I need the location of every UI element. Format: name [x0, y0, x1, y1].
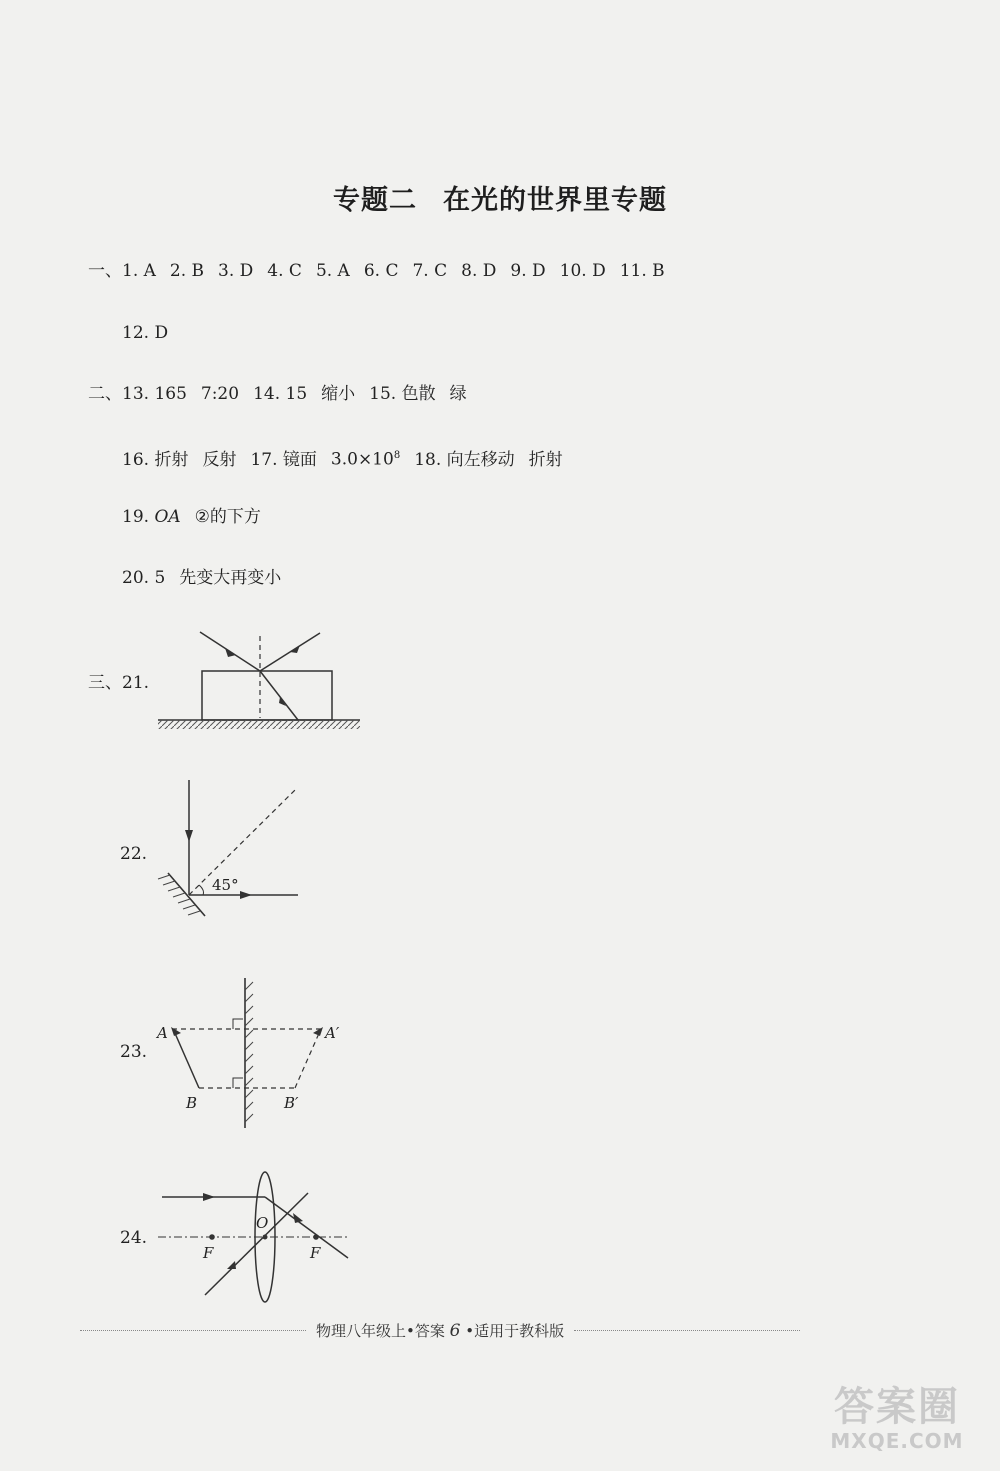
glass-block	[202, 671, 332, 720]
answer-item: 13. 165	[122, 384, 187, 404]
right-angle-mark	[233, 1019, 243, 1029]
answer-item: 15. 色散	[369, 384, 436, 404]
footer-right: •适用于教科版	[465, 1322, 565, 1340]
answer-item: 18. 向左移动	[414, 449, 515, 470]
watermark-top: 答案圈	[834, 1384, 960, 1430]
q23-label	[120, 1041, 147, 1063]
dashed-line	[189, 790, 295, 895]
answer-number: 19.	[122, 507, 150, 527]
answer-item: 5. A	[315, 261, 350, 281]
section1-label: 一、	[88, 261, 122, 281]
q21-diagram	[150, 625, 370, 740]
footer-left: 物理八年级上	[315, 1322, 406, 1340]
page-footer	[80, 1320, 800, 1341]
refracted-ray	[265, 1197, 348, 1258]
q23-diagram	[150, 970, 360, 1135]
section2-line3	[122, 506, 261, 528]
q21-label	[88, 672, 149, 694]
image-ab	[295, 1031, 320, 1088]
label-a: A	[157, 1024, 168, 1042]
answer-item: 11. B	[619, 261, 665, 281]
section3-label: 三、	[88, 673, 122, 693]
answer-item: 8. D	[461, 261, 497, 281]
section1-line2	[122, 322, 182, 344]
refracted-ray	[260, 671, 298, 720]
answer-item: OA	[154, 507, 181, 527]
answer-item: 7. C	[412, 261, 448, 281]
answer-item: 9. D	[510, 261, 546, 281]
question-number: 23.	[120, 1042, 148, 1062]
answer-item: 4. C	[267, 261, 302, 281]
footer-answer: 答案	[414, 1322, 445, 1340]
answer-item: 6. C	[363, 261, 399, 281]
answer-item: 绿	[449, 384, 467, 404]
question-number: 21.	[122, 673, 150, 693]
title-part2: 在光的世界里专题	[443, 185, 667, 216]
section1-line1	[88, 260, 679, 282]
answer-item: 16. 折射	[122, 449, 189, 470]
label-f-right: F	[310, 1244, 321, 1262]
answer-item: ②的下方	[194, 507, 261, 527]
footer-dots	[574, 1330, 800, 1331]
label-b-prime: B′	[284, 1094, 299, 1112]
footer-text	[306, 1320, 574, 1341]
answer-item: 先变大再变小	[179, 568, 282, 588]
angle-label: 45°	[212, 876, 239, 894]
focus-left	[209, 1234, 215, 1240]
q24-label	[120, 1227, 147, 1249]
answer-item: 1. A	[122, 261, 156, 281]
answer-item: 3. D	[218, 261, 254, 281]
label-f-left: F	[203, 1244, 214, 1262]
answer-item: 20. 5	[122, 568, 166, 588]
section2-line2	[122, 445, 577, 471]
watermark-bottom: MXQE.COM	[830, 1429, 964, 1453]
question-number: 22.	[120, 844, 148, 864]
watermark	[822, 1385, 972, 1453]
section2-line4	[122, 567, 281, 589]
mirror-hatch	[245, 982, 253, 1122]
answer-item: 2. B	[169, 261, 205, 281]
footer-dots	[80, 1330, 306, 1331]
answer-item: 缩小	[321, 384, 356, 404]
q24-diagram	[150, 1165, 360, 1305]
page-title	[0, 178, 1000, 217]
answer-item: 14. 15	[253, 384, 308, 404]
answer-item: 10. D	[559, 261, 606, 281]
answer-item: 17. 镜面	[250, 449, 317, 470]
q22-label	[120, 843, 147, 865]
title-part1: 专题二	[333, 185, 417, 216]
answer-item: 7:20	[200, 384, 240, 404]
question-number: 24.	[120, 1228, 148, 1248]
footer-dot: •	[405, 1322, 415, 1340]
section2-line1	[88, 383, 481, 405]
label-b: B	[186, 1094, 198, 1112]
page-number: 6	[449, 1321, 461, 1341]
right-angle-mark	[233, 1078, 243, 1088]
label-o: O	[256, 1214, 269, 1232]
ground-hatch	[158, 720, 360, 729]
angle-arc	[199, 885, 204, 895]
label-a-prime: A′	[325, 1024, 340, 1042]
answer-item: 12. D	[122, 323, 169, 343]
answer-item: 折射	[528, 449, 563, 470]
answer-item: 3.0×10	[330, 449, 394, 470]
q22-diagram	[150, 775, 310, 925]
section2-label: 二、	[88, 384, 122, 404]
object-ab	[174, 1031, 199, 1088]
answer-item: 反射	[202, 449, 237, 470]
exponent: 8	[393, 450, 401, 461]
